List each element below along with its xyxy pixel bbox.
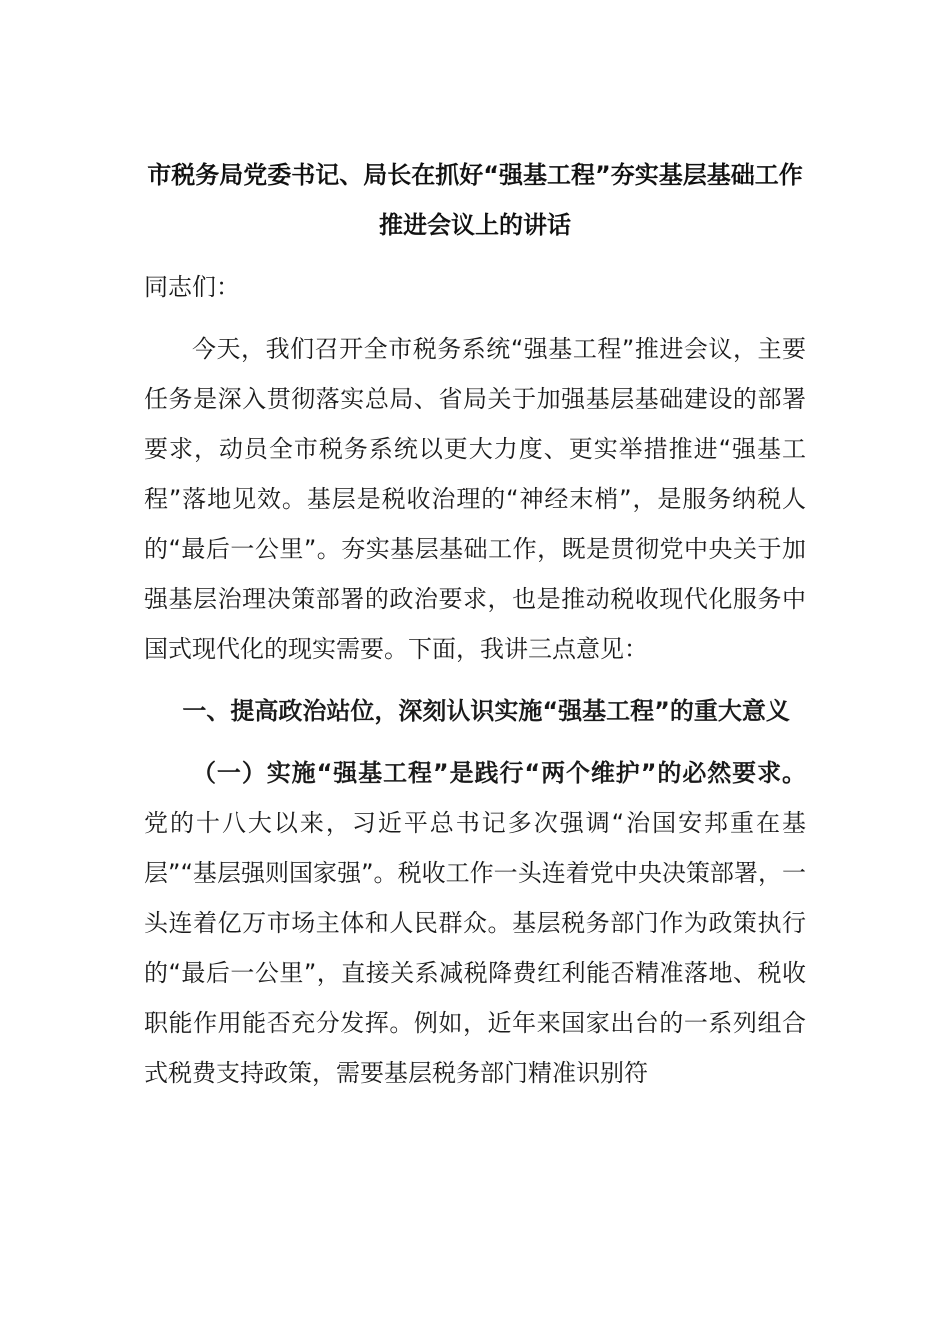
- document-title: 市税务局党委书记、局长在抓好“强基工程”夯实基层基础工作推进会议上的讲话: [147, 161, 803, 239]
- subsection-one-lead: （一）实施“强基工程”是践行“两个维护”的必然要求。: [192, 759, 806, 787]
- section-one-heading: 一、提高政治站位，深刻认识实施“强基工程”的重大意义: [182, 697, 790, 725]
- intro-paragraph: 今天，我们召开全市税务系统“强基工程”推进会议，主要任务是深入贯彻落实总局、省局关于加强基层基础建设的部署要求，动员全市税务系统以更大力度、更实举措推进“强基工程”落地见效。基层是税收治理的“神经末梢”，是服务纳税人的“最后一公里”。夯实基层基础工作，既是贯彻党中央关于加强基层治理决策部署的政治要求，也是推动税收现代化服务中国式现代化的现实需要。下面，我讲三点意见：: [144, 335, 806, 663]
- subsection-one-paragraph: [144, 748, 806, 1098]
- subsection-one-body: 党的十八大以来，习近平总书记多次强调“治国安邦重在基层”“基层强则国家强”。税收工作一头连着党中央决策部署，一头连着亿万市场主体和人民群众。基层税务部门作为政策执行的“最后一公里”，直接关系减税降费红利能否精准落地、税收职能作用能否充分发挥。例如，近年来国家出台的一系列组合式税费支持政策，需要基层税务部门精准识别符: [144, 809, 806, 1087]
- salutation: 同志们：: [144, 273, 240, 301]
- document-body: [144, 150, 806, 1098]
